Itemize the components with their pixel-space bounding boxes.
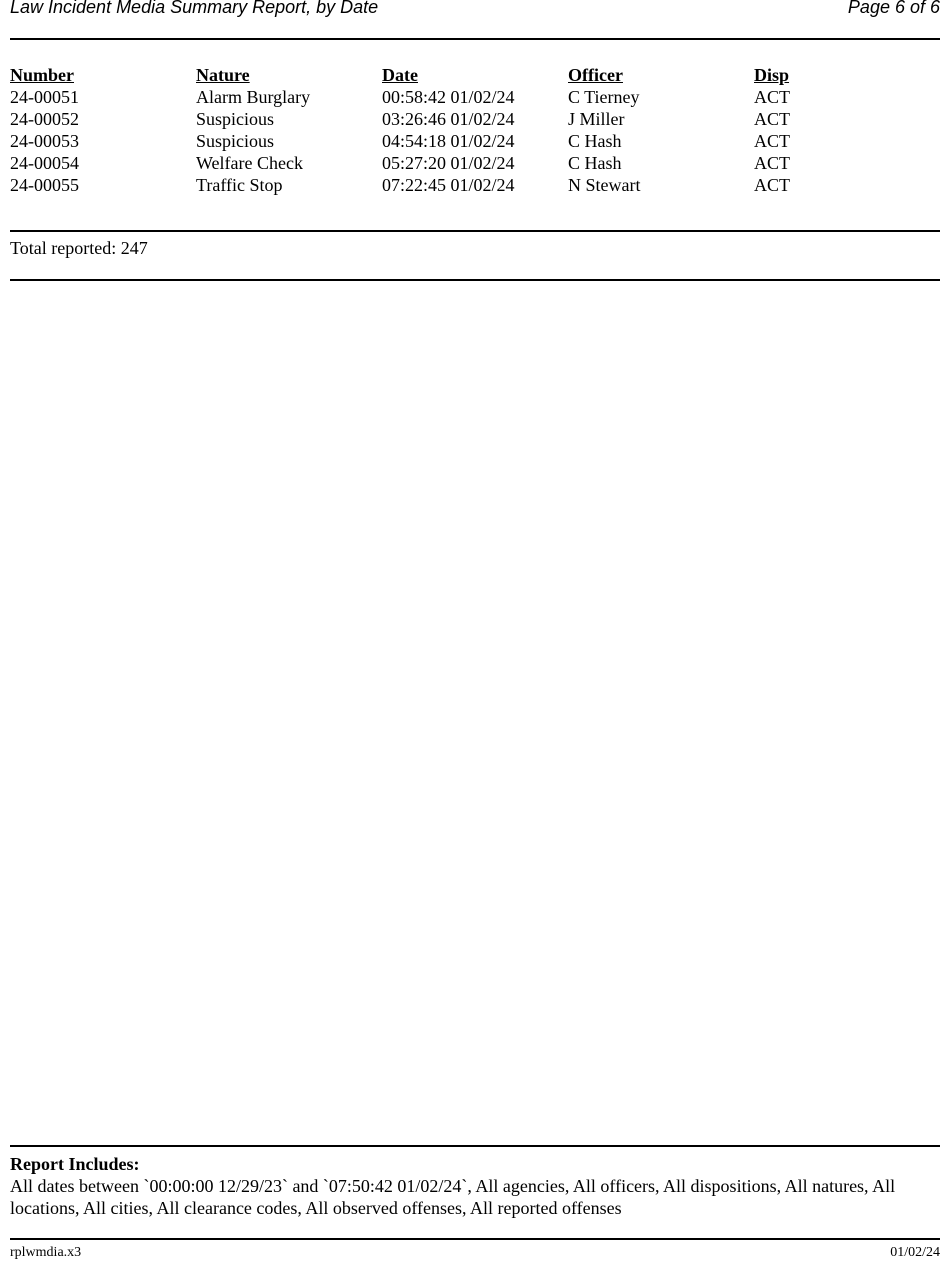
table-row: [10, 108, 940, 130]
report-includes-text: All dates between `00:00:00 12/29/23` and `07:50:42 01/02/24`, All agencies, All officers, All dispositions, All natures, All locations, All cities, All clearance codes, All observed offenses, All reported offenses: [10, 1176, 896, 1218]
cell-disp: ACT: [754, 131, 790, 151]
report-includes: [10, 1153, 940, 1219]
cell-number: 24-00053: [10, 131, 79, 151]
cell-officer: N Stewart: [568, 175, 641, 195]
cell-date: 07:22:45 01/02/24: [382, 175, 515, 195]
table-row: [10, 152, 940, 174]
footer-divider: [10, 1238, 940, 1240]
cell-disp: ACT: [754, 153, 790, 173]
table-row: [10, 86, 940, 108]
cell-officer: C Hash: [568, 153, 622, 173]
cell-nature: Suspicious: [196, 131, 275, 151]
column-header-disp: Disp: [754, 65, 790, 85]
cell-number: 24-00054: [10, 153, 79, 173]
cell-officer: J Miller: [568, 109, 625, 129]
cell-nature: Suspicious: [196, 109, 275, 129]
page-number: Page 6 of 6: [847, 0, 940, 17]
table-divider: [10, 230, 940, 232]
cell-nature: Traffic Stop: [196, 175, 283, 195]
table-header-row: [10, 64, 940, 86]
cell-officer: C Tierney: [568, 87, 640, 107]
table-row: [10, 174, 940, 196]
report-includes-title: Report Includes:: [10, 1154, 140, 1174]
cell-date: 04:54:18 01/02/24: [382, 131, 515, 151]
cell-date: 00:58:42 01/02/24: [382, 87, 515, 107]
cell-disp: ACT: [754, 109, 790, 129]
table-row: [10, 130, 940, 152]
header-divider: [10, 38, 940, 40]
total-reported: Total reported: 247: [10, 238, 148, 258]
cell-number: 24-00052: [10, 109, 79, 129]
cell-date: 03:26:46 01/02/24: [382, 109, 515, 129]
footer-report-code: rplwmdia.x3: [10, 1245, 82, 1260]
report-header-title: Law Incident Media Summary Report, by Date: [10, 0, 379, 17]
cell-officer: C Hash: [568, 131, 622, 151]
column-header-officer: Officer: [568, 65, 623, 85]
footer-date: 01/02/24: [890, 1245, 940, 1260]
total-divider: [10, 279, 940, 281]
cell-nature: Welfare Check: [196, 153, 303, 173]
column-header-number: Number: [10, 65, 74, 85]
cell-disp: ACT: [754, 175, 790, 195]
column-header-nature: Nature: [196, 65, 250, 85]
cell-nature: Alarm Burglary: [196, 87, 311, 107]
column-header-date: Date: [382, 65, 418, 85]
includes-divider: [10, 1145, 940, 1147]
cell-disp: ACT: [754, 87, 790, 107]
incident-table: [10, 64, 940, 196]
cell-number: 24-00051: [10, 87, 79, 107]
cell-number: 24-00055: [10, 175, 79, 195]
cell-date: 05:27:20 01/02/24: [382, 153, 515, 173]
